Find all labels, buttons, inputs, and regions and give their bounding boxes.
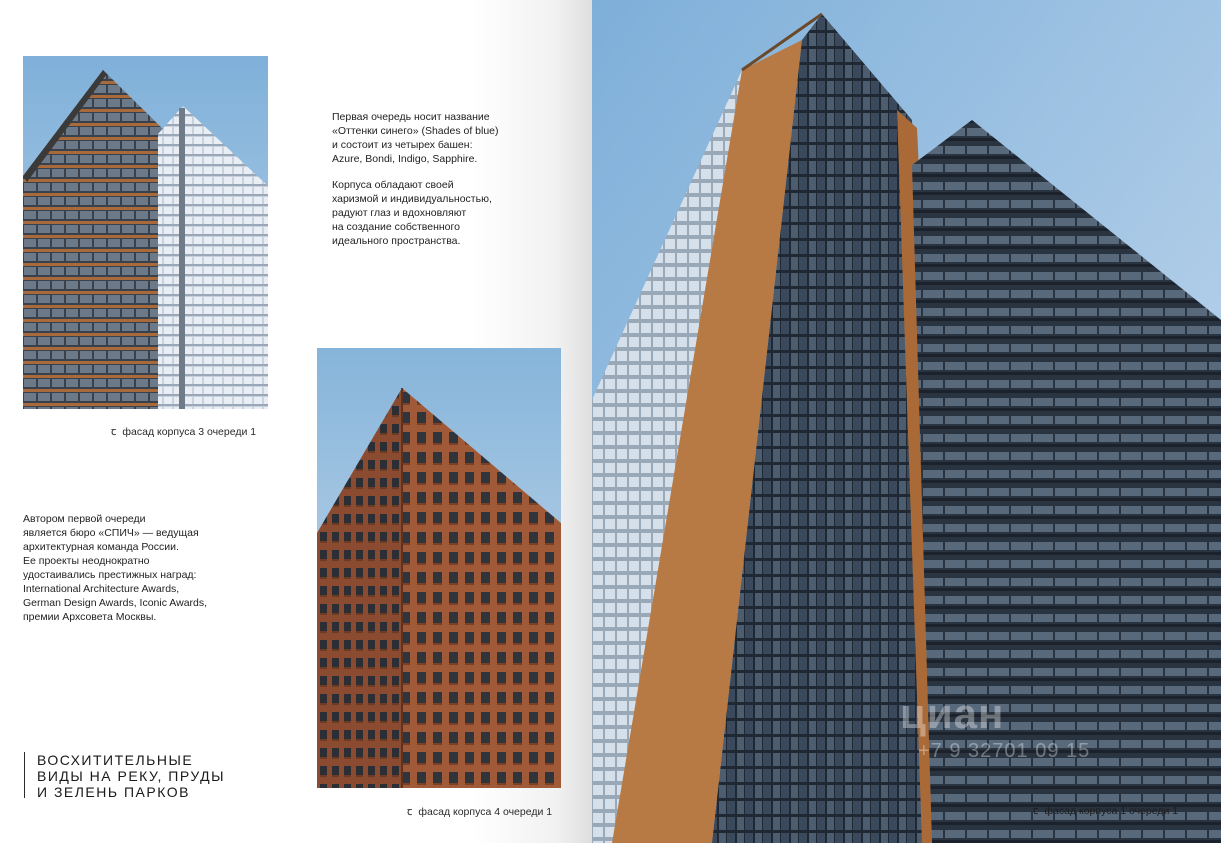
intro-paragraph-2: Корпуса обладают своей харизмой и индивидуальностью, радуют глаз и вдохновляют на создание собственного идеального пространства. (332, 179, 492, 247)
photo1-caption-text: фасад корпуса 3 очереди 1 (122, 425, 257, 438)
photo2-caption (407, 804, 552, 819)
photo-facade-building-3 (23, 56, 268, 409)
headline-block (24, 752, 225, 800)
author-text (23, 512, 263, 636)
watermark-phone: +7 9 32701 09 15 (918, 740, 1091, 762)
intro-paragraph-1: Первая очередь носит название «Оттенки синего» (Shades of blue) и состоит из четырех башен: Azure, Bondi, Indigo, Sapphire. (332, 111, 499, 165)
photo2-caption-text: фасад корпуса 4 очереди 1 (418, 805, 553, 818)
watermark-logo: циан (900, 690, 1005, 737)
photo3-caption-text: фасад корпуса 1 очереди 1 (1044, 804, 1179, 817)
left-page (0, 0, 592, 843)
photo1-caption (111, 424, 256, 439)
photo3-caption (1033, 803, 1178, 818)
intro-text (332, 110, 542, 260)
caption-marker-icon: ꞇ (111, 426, 117, 438)
caption-marker-icon: ꞇ (1033, 805, 1039, 817)
author-paragraph: Автором первой очереди является бюро «СПИЧ» — ведущая архитектурная команда России. Ее проекты неоднократно удостаивались престижных наград: International Architecture Awards, German Design Awards, Iconic Awards, премии Архсовета Москвы. (23, 513, 208, 623)
photo-facade-building-4 (317, 348, 561, 788)
caption-marker-icon: ꞇ (407, 806, 413, 818)
headline-divider (24, 752, 25, 798)
headline: ВОСХИТИТЕЛЬНЫЕ ВИДЫ НА РЕКУ, ПРУДЫ И ЗЕЛЕНЬ ПАРКОВ (37, 752, 226, 800)
